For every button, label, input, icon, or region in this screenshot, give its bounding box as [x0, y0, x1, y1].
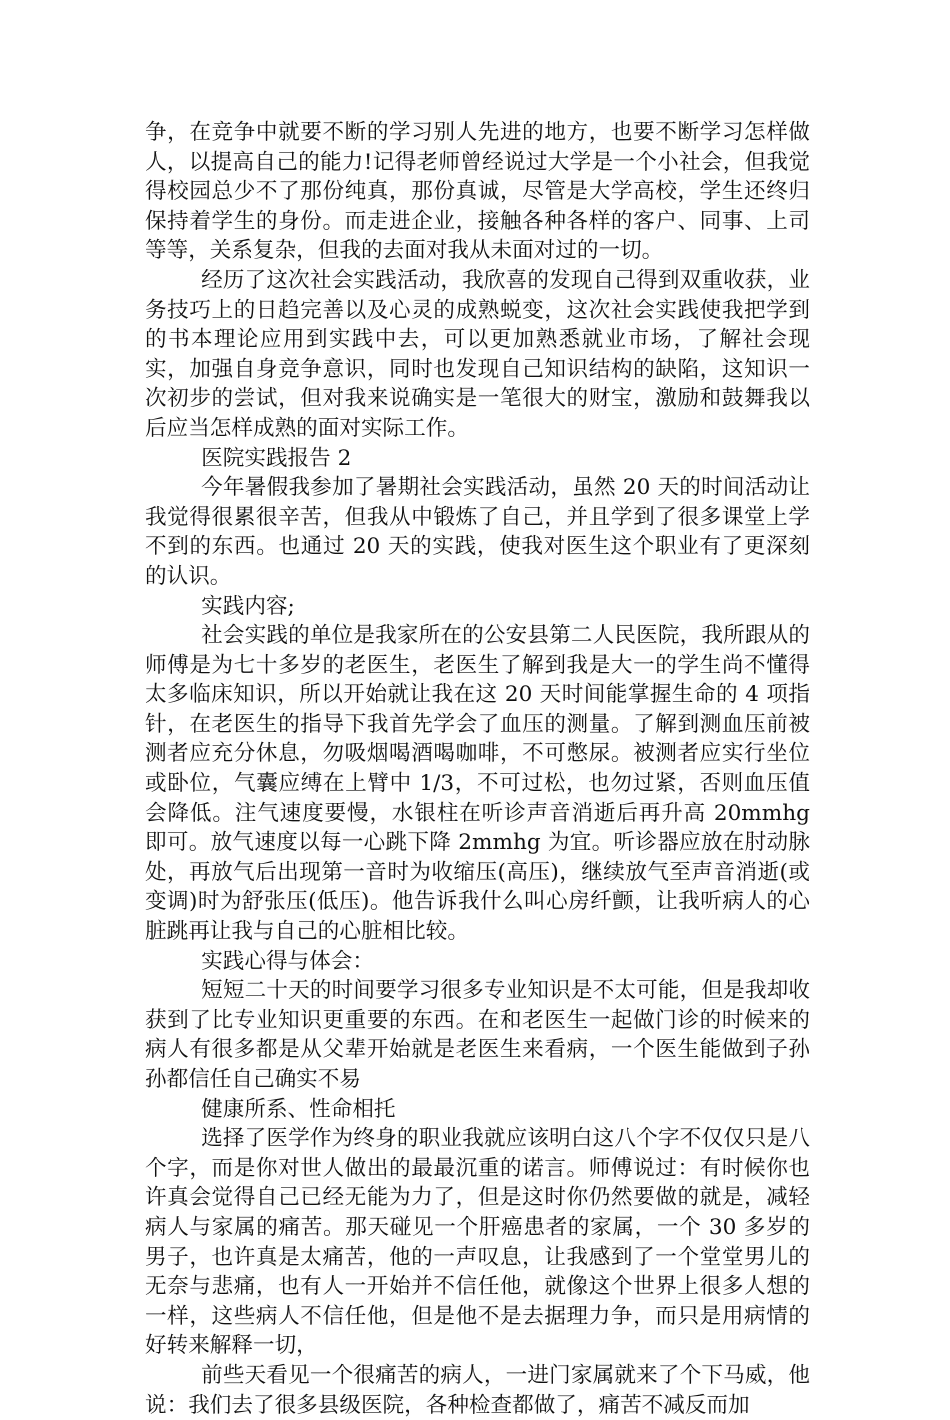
paragraph-reflections: 短短二十天的时间要学习很多专业知识是不太可能，但是我却收获到了比专业知识更重要的东西。在和老医生一起做门诊的时候来的病人有很多都是从父辈开始就是老医生来看病，一个医生能做到子孙孙都信任自己确实不易 [145, 978, 810, 1092]
section-title-report-2: 医院实践报告 2 [201, 445, 352, 471]
document-body [145, 118, 810, 1420]
section-title-reflections: 实践心得与体会： [201, 948, 374, 974]
section-title-practice-content: 实践内容; [201, 593, 295, 619]
paragraph-blood-pressure: 社会实践的单位是我家所在的公安县第二人民医院，我所跟从的师傅是为七十多岁的老医生，老医生了解到我是大一的学生尚不懂得太多临床知识，所以开始就让我在这 20 天时间能掌握生命的 4 项指针，在老医生的指导下我首先学会了血压的测量。了解到测血压前被测者应充分休息，勿吸烟喝酒喝咖啡，不可憋尿。被测者应实行坐位或卧位，气囊应缚在上臂中 1/3，不可过松，也勿过紧，否则血压值会降低。注气速度要慢，水银柱在听诊声音消逝后再升高 20mmhg 即可。放气速度以每一心跳下降 2mmhg 为宜。听诊器应放在肘动脉处，再放气后出现第一音时为收缩压(高压)，继续放气至声音消逝(或变调)时为舒张压(低压)。他告诉我什么叫心房纤颤，让我听病人的心脏跳再让我与自己的心脏相比较。 [145, 623, 810, 945]
section-title-health-motto: 健康所系、性命相托 [201, 1096, 396, 1122]
paragraph-summer-intro: 今年暑假我参加了暑期社会实践活动，虽然 20 天的时间活动让我觉得很累很辛苦，但我从中锻炼了自己，并且学到了很多课堂上学不到的东西。也通过 20 天的实践，使我对医生这个职业有了更深刻的认识。 [145, 475, 810, 589]
paragraph-practice-gains: 经历了这次社会实践活动，我欣喜的发现自己得到双重收获，业务技巧上的日趋完善以及心灵的成熟蜕变，这次社会实践使我把学到的书本理论应用到实践中去，可以更加熟悉就业市场，了解社会现实，加强自身竞争意识，同时也发现自己知识结构的缺陷，这知识一次初步的尝试，但对我来说确实是一笔很大的财宝，激励和鼓舞我以后应当怎样成熟的面对实际工作。 [145, 267, 810, 441]
paragraph-medical-promise: 选择了医学作为终身的职业我就应该明白这八个字不仅仅只是八个字，而是你对世人做出的最最沉重的诺言。师傅说过：有时候你也许真会觉得自己已经无能为力了，但是这时你仍然要做的就是，减轻病人与家属的痛苦。那天碰见一个肝癌患者的家属，一个 30 多岁的男子，也许真是太痛苦，他的一声叹息，让我感到了一个堂堂男儿的无奈与悲痛，也有人一开始并不信任他，就像这个世界上很多人想的一样，这些病人不信任他，但是他不是去据理力争，而只是用病情的好转来解释一切， [145, 1126, 810, 1359]
paragraph-painful-patient: 前些天看见一个很痛苦的病人，一进门家属就来了个下马威，他说：我们去了很多县级医院，各种检查都做了，痛苦不减反而加 [145, 1362, 810, 1418]
paragraph-continuation: 争，在竞争中就要不断的学习别人先进的地方，也要不断学习怎样做人，以提高自己的能力!记得老师曾经说过大学是一个小社会，但我觉得校园总少不了那份纯真，那份真诚，尽管是大学高校，学生还终归保持着学生的身份。而走进企业，接触各种各样的客户、同事、上司等等，关系复杂，但我的去面对我从未面对过的一切。 [145, 120, 810, 264]
